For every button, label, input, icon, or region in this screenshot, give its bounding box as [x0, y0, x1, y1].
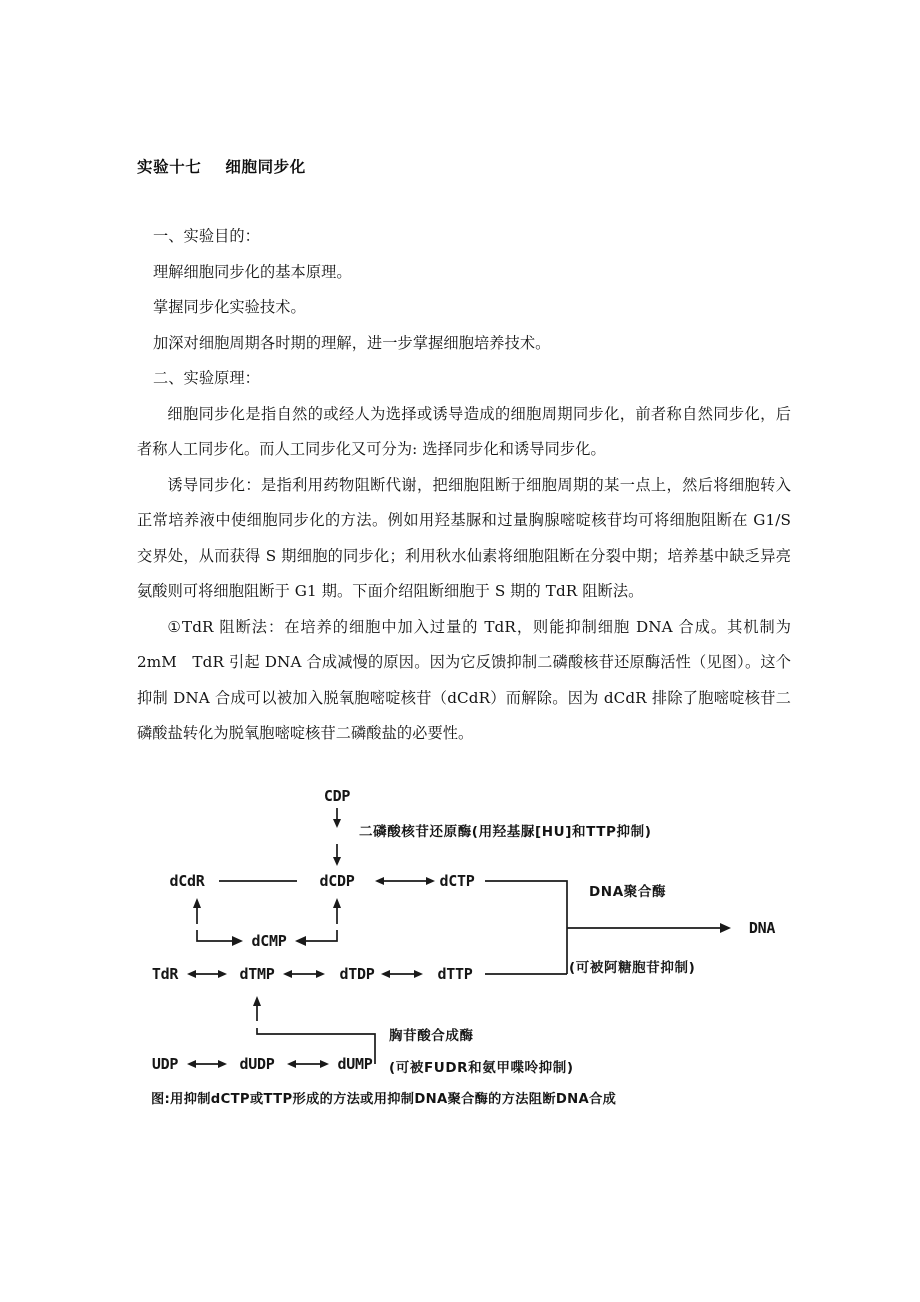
principle-paragraph-1: 细胞同步化是指自然的或经人为选择或诱导造成的细胞周期同步化，前者称自然同步化，后者称人工同步化。而人工同步化又可分为: 选择同步化和诱导同步化。 [137, 404, 791, 458]
node-dudp: dUDP [239, 1054, 275, 1073]
node-dcmp: dCMP [251, 931, 287, 950]
pathway-figure [137, 766, 791, 1136]
node-dttp: dTTP [437, 964, 473, 983]
label-polymerase-inhibitor: (可被阿糖胞苷抑制) [569, 959, 696, 976]
node-dcdr: dCdR [169, 871, 205, 890]
figure-caption: 图:用抑制dCTP或TTP形成的方法或用抑制DNA聚合酶的方法阻断DNA合成 [151, 1091, 617, 1107]
aim-heading: 一、实验目的： [152, 227, 260, 245]
node-tdr: TdR [151, 964, 179, 983]
label-thymidylate-synthase: 胸苷酸合成酶 [389, 1027, 474, 1044]
pathway-diagram [137, 766, 791, 1096]
node-dcdp: dCDP [319, 871, 355, 890]
node-dna: DNA [748, 918, 776, 937]
principle-heading: 二、实验原理： [152, 369, 260, 387]
pathway-connectors [137, 766, 791, 1096]
node-dump: dUMP [337, 1054, 373, 1073]
node-dctp: dCTP [439, 871, 475, 890]
label-synthase-inhibitor: (可被FUDR和氨甲喋呤抑制) [389, 1059, 574, 1076]
node-udp: UDP [151, 1054, 179, 1073]
page-title: 实验十七 细胞同步化 [137, 158, 306, 176]
document-body [137, 0, 791, 1136]
aim-item-3: 加深对细胞周期各时期的理解，进一步掌握细胞培养技术。 [152, 333, 551, 352]
node-dtmp: dTMP [239, 964, 275, 983]
node-dtdp: dTDP [339, 964, 375, 983]
label-reductase: 二磷酸核苷还原酶(用羟基脲[HU]和TTP抑制) [359, 823, 652, 840]
node-cdp: CDP [323, 786, 351, 805]
label-dna-polymerase: DNA聚合酶 [589, 883, 667, 900]
aim-item-2: 掌握同步化实验技术。 [152, 298, 306, 316]
title-spacer [137, 177, 791, 219]
aim-item-1: 理解细胞同步化的基本原理。 [152, 262, 352, 281]
principle-paragraph-3: ①TdR 阻断法：在培养的细胞中加入过量的 TdR，则能抑制细胞 DNA 合成。其机制为 2mM TdR 引起 DNA 合成减慢的原因。因为它反馈抑制二磷酸核苷还原酶活性（见图）。这个抑制 DNA 合成可以被加入脱氧胞嘧啶核苷（dCdR）而解除。因为 dCdR 排除了胞嘧啶核苷二磷酸盐转化为脱氧胞嘧啶核苷二磷酸盐的必要性。 [137, 617, 791, 742]
principle-paragraph-2: 诱导同步化：是指利用药物阻断代谢，把细胞阻断于细胞周期的某一点上，然后将细胞转入正常培养液中使细胞同步化的方法。例如用羟基脲和过量胸腺嘧啶核苷均可将细胞阻断在 G1/S 交界处，从而获得 S 期细胞的同步化；利用秋水仙素将细胞阻断在分裂中期；培养基中缺乏异亮氨酸则可将细胞阻断于 G1 期。下面介绍阻断细胞于 S 期的 TdR 阻断法。 [137, 475, 791, 600]
